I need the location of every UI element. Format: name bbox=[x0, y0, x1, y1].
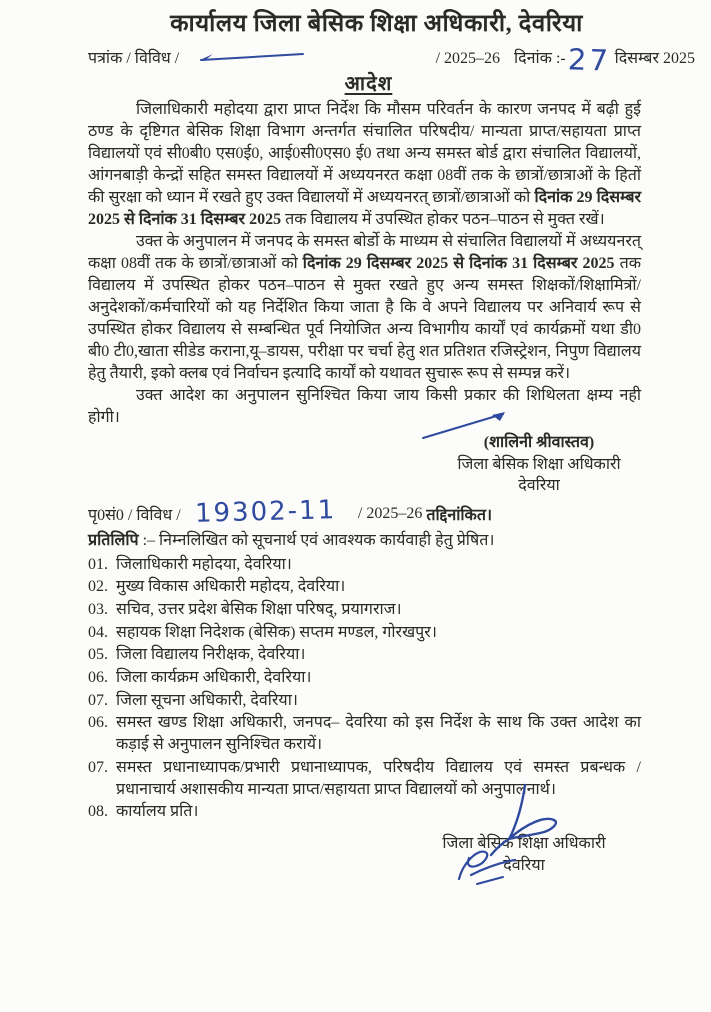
list-item bbox=[88, 690, 641, 712]
paragraph-2-text: उक्त के अनुपालन में जनपद के समस्त बोर्डो के माध्यम से संचालित विद्यालयों में अध्ययनरत् कक्षा 08वीं तक के छात्रों/छात्राओं को bbox=[88, 233, 641, 272]
list-item bbox=[88, 622, 641, 644]
list-item bbox=[88, 599, 641, 621]
paragraph-1-end: तक विद्यालय में उपस्थित होकर पठन–पाठन से मुक्त रखें। bbox=[281, 211, 605, 228]
list-item bbox=[88, 712, 641, 755]
list-item bbox=[88, 644, 641, 666]
list-item-number: 07. bbox=[88, 758, 108, 776]
date-label: दिनांक :- bbox=[514, 50, 566, 67]
endorsement-line bbox=[88, 494, 695, 529]
list-item-text: जिलाधिकारी महोदया, देवरिया। bbox=[116, 555, 292, 573]
handwritten-date-day: 27 bbox=[567, 42, 612, 78]
list-item-number: 06. bbox=[88, 669, 108, 687]
list-item-number: 01. bbox=[88, 555, 108, 573]
handwritten-signature-icon bbox=[447, 781, 597, 891]
paragraph-2-dates: दिनांक 29 दिसम्बर 2025 से दिनांक 31 दिसम्बर 2025 bbox=[302, 255, 615, 272]
copy-heading bbox=[88, 530, 695, 552]
list-item-text: जिला कार्यक्रम अधिकारी, देवरिया। bbox=[116, 669, 312, 687]
list-item-text: समस्त प्रधानाध्यापक/प्रभारी प्रधानाध्यापक, परिषदीय विद्यालय एवं समस्त प्रबन्धक /प्रधानाचार्य अशासकीय मान्यता प्राप्त/सहायता प्राप्त विद्यालयों को अनुपालनार्थ। bbox=[116, 758, 641, 798]
signatory-designation: जिला बेसिक शिक्षा अधिकारी bbox=[457, 455, 621, 473]
signatory-place: देवरिया bbox=[518, 477, 560, 494]
paragraph-3: उक्त आदेश का अनुपालन सुनिश्चित किया जाय किसी प्रकार की शिथिलता क्षम्य नही होगी। bbox=[88, 387, 641, 426]
handwritten-dash-icon bbox=[197, 50, 309, 64]
letter-year: / 2025–26 bbox=[435, 50, 501, 67]
office-title: कार्यालय जिला बेसिक शिक्षा अधिकारी, देवरिया bbox=[170, 11, 583, 37]
endorsement-dated-word: तद्दिनांकित। bbox=[426, 506, 493, 524]
list-item-text: सहायक शिक्षा निदेशक (बेसिक) सप्तम मण्डल, गोरखपुर। bbox=[116, 623, 437, 641]
endorsement-year: / 2025–26 bbox=[357, 504, 423, 522]
list-item-number: 06. bbox=[88, 714, 108, 732]
date-month-year: दिसम्बर 2025 bbox=[614, 50, 695, 67]
handwritten-arrow-icon bbox=[417, 406, 513, 442]
paragraph-1-text: जिलाधिकारी महोदया द्वारा प्राप्त निर्देश कि मौसम परिवर्तन के कारण जनपद में बढ़ी हुई ठण्ड के दृष्टिगत बेसिक शिक्षा विभाग अन्तर्गत संचालित परिषदीय/ मान्यता प्राप्त/सहायता प्राप्त विद्यालयों एवं सी0बी0 एस0ई0, आई0सी0एस0 ई0 तथा अन्य समस्त बोर्ड द्वारा संचालित विद्यालयों, आंगनबाड़ी केन्द्रों सहित समस्त विद्यालयों में अध्ययनरत कक्षा 08वीं तक के छात्रों/छात्राओं के हितों की सुरक्षा को ध्यान में रखते हुए उक्त विद्यालयों में अध्ययनरत् छात्रों/छात्राओं को bbox=[88, 101, 641, 206]
list-item bbox=[88, 667, 641, 689]
order-body bbox=[88, 99, 641, 429]
date-group bbox=[435, 42, 695, 78]
signatory-name: (शालिनी श्रीवास्तव) bbox=[483, 434, 595, 451]
signatory-block bbox=[439, 432, 639, 497]
footer-place: देवरिया bbox=[503, 856, 545, 874]
list-item-number: 08. bbox=[88, 803, 108, 821]
list-item bbox=[88, 576, 641, 598]
list-item-text: मुख्य विकास अधिकारी महोदय, देवरिया। bbox=[116, 578, 346, 596]
list-item-number: 02. bbox=[88, 578, 108, 596]
paragraph-2 bbox=[88, 231, 641, 385]
endorsement-label: पृ0सं0 / विविध / bbox=[88, 506, 181, 524]
copy-heading-label: प्रतिलिपि bbox=[88, 531, 139, 549]
list-item-text: जिला सूचना अधिकारी, देवरिया। bbox=[116, 691, 298, 709]
list-item-number: 04. bbox=[88, 623, 108, 641]
list-item-number: 03. bbox=[88, 600, 108, 618]
list-item-text: जिला विद्यालय निरीक्षक, देवरिया। bbox=[116, 646, 306, 664]
paragraph-1-dates: दिनांक 29 दिसम्बर 2025 से दिनांक 31 दिसम्बर 2025 bbox=[88, 189, 642, 228]
list-item-text: सचिव, उत्तर प्रदेश बेसिक शिक्षा परिषद्, प्रयागराज। bbox=[116, 600, 402, 618]
order-heading: आदेश bbox=[344, 73, 393, 95]
letter-ref-line bbox=[88, 42, 695, 78]
handwritten-ref-number: 19302-11 bbox=[194, 494, 337, 529]
list-item-text: समस्त खण्ड शिक्षा अधिकारी, जनपद– देवरिया को इस निर्देश के साथ कि उक्त आदेश का कड़ाई से अनुपालन सुनिश्चित करायें। bbox=[116, 714, 641, 754]
footer-signature-block bbox=[429, 833, 619, 877]
copy-heading-rest: :– निम्नलिखित को सूचनार्थ एवं आवश्यक कार्यवाही हेतु प्रेषित। bbox=[142, 531, 495, 549]
list-item-number: 05. bbox=[88, 646, 108, 664]
paragraph-1 bbox=[88, 99, 641, 231]
list-item bbox=[88, 554, 641, 576]
list-item-text: कार्यालय प्रति। bbox=[116, 803, 199, 821]
paragraph-2-end: तक विद्यालय में उपस्थित होकर पठन–पाठन से मुक्त रखते हुए अन्य समस्त शिक्षकों/शिक्षामित्रों/अनुदेशकों/कर्मचारियों को यह निर्देशित किया जाता है कि वे अपने विद्यालय पर अनिवार्य रूप से उपस्थित होकर विद्यालय से सम्बन्धित पूर्व नियोजित अन्य विभागीय कार्यों एवं कार्यक्रमों यथा डी0 बी0 टी0,खाता सीडेड कराना,यू–डायस, परीक्षा पर चर्चा हेतु शत प्रतिशत रजिस्ट्रेशन, निपुण विद्यालय हेतु तैयारी, इको क्लब एवं निर्वाचन इत्यादि कार्यों को यथावत सुचारू रूप से सम्पन्न करें। bbox=[88, 255, 641, 382]
list-item-number: 07. bbox=[88, 691, 108, 709]
letter-number-label: पत्रांक / विविध / bbox=[88, 50, 180, 67]
footer-designation: जिला बेसिक शिक्षा अधिकारी bbox=[442, 834, 606, 852]
